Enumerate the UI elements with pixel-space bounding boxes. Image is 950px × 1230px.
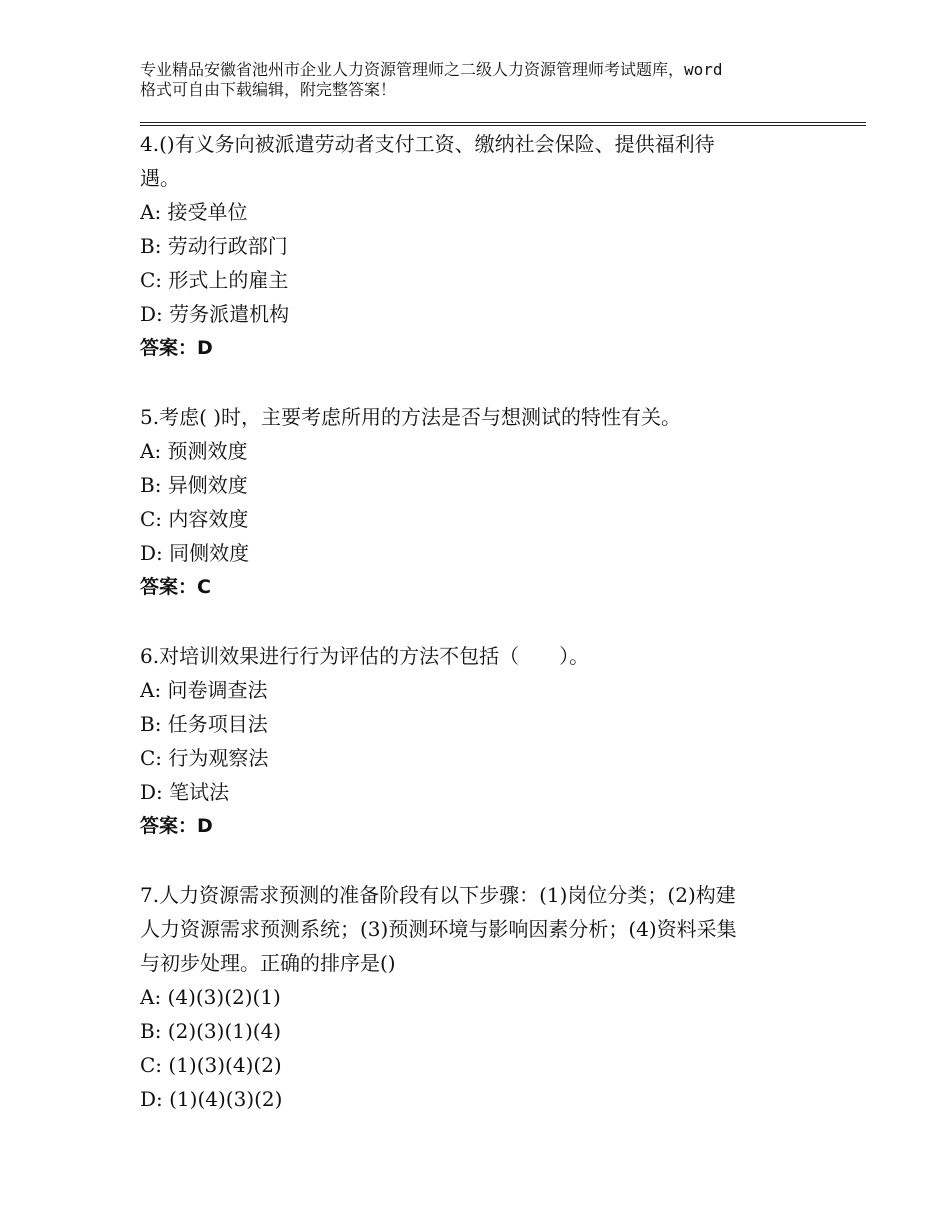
option-c: C: 形式上的雇主: [140, 268, 289, 292]
question-stem-line: 7.人力资源需求预测的准备阶段有以下步骤：(1)岗位分类；(2)构建: [140, 883, 736, 907]
question-stem-line: 4.()有义务向被派遣劳动者支付工资、缴纳社会保险、提供福利待: [140, 132, 715, 156]
question-stem-line: 6.对培训效果进行行为评估的方法不包括（ ）。: [140, 644, 590, 668]
question-stem-line: 5.考虑( )时，主要考虑所用的方法是否与想测试的特性有关。: [140, 405, 682, 429]
option-b: B: 任务项目法: [140, 712, 268, 736]
question-5: [140, 400, 800, 604]
header-line-1: 专业精品安徽省池州市企业人力资源管理师之二级人力资源管理师考试题库，word: [140, 60, 723, 79]
option-a: A: 问卷调查法: [140, 678, 268, 702]
option-d: D: (1)(4)(3)(2): [140, 1087, 283, 1111]
option-c: C: 内容效度: [140, 507, 249, 531]
option-d: D: 同侧效度: [140, 541, 250, 565]
option-b: B: 劳动行政部门: [140, 234, 288, 258]
answer: 答案：D: [140, 337, 213, 359]
answer: 答案：D: [140, 815, 213, 837]
answer: 答案：C: [140, 576, 211, 598]
option-a: A: 接受单位: [140, 200, 248, 224]
question-7: [140, 878, 800, 1116]
document-header: [140, 60, 830, 100]
option-c: C: 行为观察法: [140, 746, 269, 770]
option-b: B: 异侧效度: [140, 473, 248, 497]
header-divider-top: [140, 122, 866, 123]
option-a: A: 预测效度: [140, 439, 248, 463]
question-stem-line: 与初步处理。正确的排序是(): [140, 951, 396, 975]
header-divider-bottom: [140, 125, 866, 126]
option-d: D: 劳务派遣机构: [140, 302, 290, 326]
header-line-2: 格式可自由下载编辑，附完整答案！: [140, 80, 397, 99]
question-stem-line: 人力资源需求预测系统；(3)预测环境与影响因素分析；(4)资料采集: [140, 917, 737, 941]
question-4: [140, 127, 800, 365]
option-d: D: 笔试法: [140, 780, 230, 804]
question-stem-line: 遇。: [140, 166, 180, 190]
option-b: B: (2)(3)(1)(4): [140, 1019, 282, 1043]
option-a: A: (4)(3)(2)(1): [140, 985, 281, 1009]
option-c: C: (1)(3)(4)(2): [140, 1053, 282, 1077]
question-6: [140, 639, 800, 843]
